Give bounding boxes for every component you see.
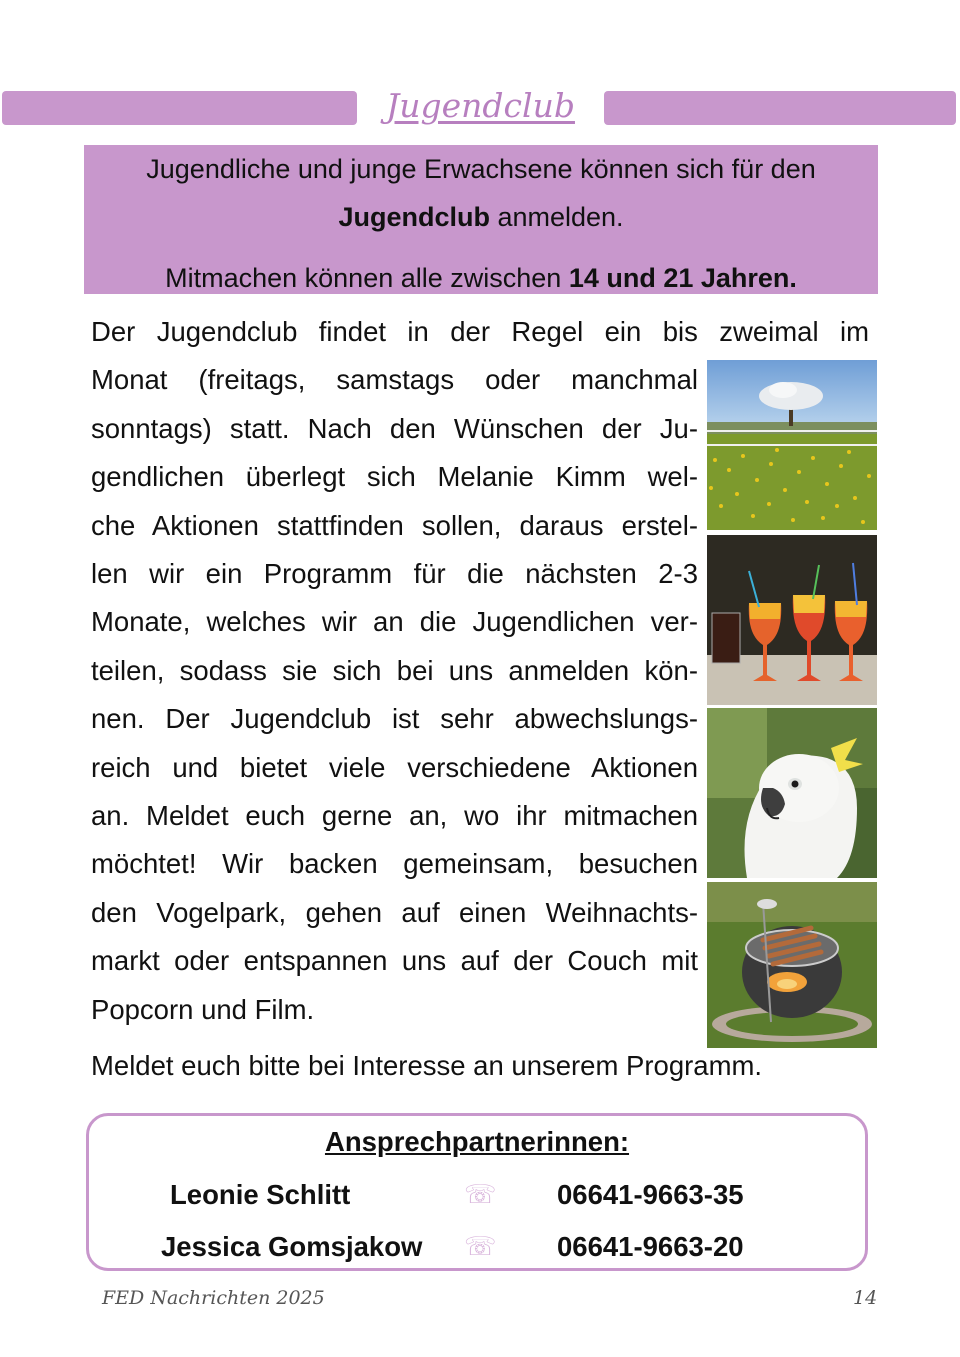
header-band-left (2, 91, 357, 125)
body-line: möchtet! Wir backen gemeinsam, besuchen (91, 848, 698, 880)
page-number: 14 (853, 1287, 878, 1309)
intro-age-range: 14 und 21 Jahren. (568, 263, 797, 293)
grill-photo (707, 882, 877, 1048)
page-title: Jugendclub (386, 86, 575, 125)
intro-line-3 (84, 254, 878, 302)
contact-phone[interactable]: 06641-9663-20 (557, 1231, 744, 1262)
body-line: Popcorn und Film. (91, 993, 315, 1025)
contact-title: Ansprechpartnerinnen: (324, 1126, 630, 1157)
phone-icon: ☏ (464, 1179, 497, 1209)
contact-name: Jessica Gomsjakow (161, 1231, 423, 1262)
body-line: nen. Der Jugendclub ist sehr abwechslungs- (91, 703, 698, 735)
body-line: reich und bietet viele verschiedene Aktionen (91, 751, 698, 783)
intro-club-name: Jugendclub (338, 202, 490, 232)
body-line: Monate, welches wir an die Jugendlichen ver- (91, 606, 698, 638)
cockatoo-photo (707, 708, 877, 878)
body-line: markt oder entspannen uns auf der Couch mit (91, 945, 698, 977)
closing-line: Meldet euch bitte bei Interesse an unserem Programm. (91, 1050, 763, 1081)
intro-box (84, 145, 878, 294)
body-line: Monat (freitags, samstags oder manchmal (91, 364, 698, 396)
intro-line-2 (84, 193, 878, 241)
intro-line-2-rest: anmelden. (489, 202, 624, 232)
body-line: den Vogelpark, gehen auf einen Weihnachts- (91, 896, 698, 928)
contact-name: Leonie Schlitt (170, 1179, 351, 1210)
cocktails-photo (707, 535, 877, 705)
intro-line-3-start: Mitmachen können alle zwischen (165, 263, 569, 293)
body-line: len wir ein Programm für die nächsten 2-3 (91, 558, 698, 590)
body-line: teilen, sodass sie sich bei uns anmelden kön- (91, 654, 698, 686)
footer-publication: FED Nachrichten 2025 (102, 1287, 325, 1309)
intro-line-1: Jugendliche und junge Erwachsene können sich für den (146, 154, 816, 184)
header-band-right (604, 91, 956, 125)
phone-icon: ☏ (464, 1231, 497, 1261)
meadow-tree-photo (707, 360, 877, 530)
contact-box (86, 1113, 868, 1271)
body-line: an. Meldet euch gerne an, wo ihr mitmachen (91, 800, 698, 832)
contact-phone[interactable]: 06641-9663-35 (557, 1179, 744, 1210)
body-line: sonntags) statt. Nach den Wünschen der Ju- (91, 412, 698, 444)
body-line: che Aktionen stattfinden sollen, daraus erstel- (91, 509, 698, 541)
body-line: Der Jugendclub findet in der Regel ein bis zweimal im (91, 316, 869, 347)
body-line: gendlichen überlegt sich Melanie Kimm wel- (91, 461, 698, 493)
